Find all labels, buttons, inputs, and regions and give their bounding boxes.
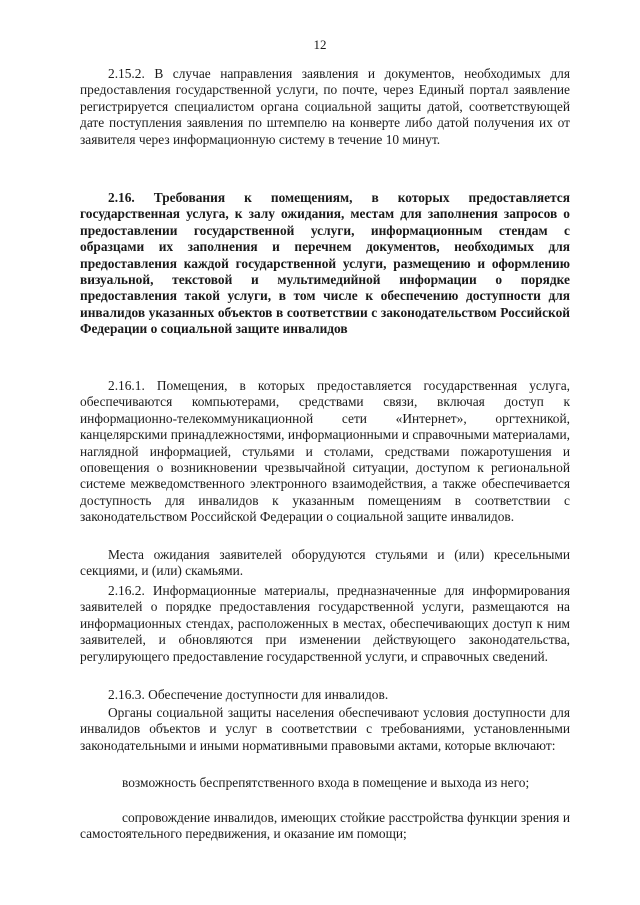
paragraph-2-16-2: 2.16.2. Информационные материалы, предназначенные для информирования заявителей о порядке предоставления государственной услуги, размещаются на информационных стендах, расположенных в местах, обеспечивающих доступ к ним заявителей, и обновляются при изменении действующего законодательства, регулирующего предоставление государственной услуги, и справочных сведений. [80, 583, 570, 664]
section-2-16-1 [80, 378, 570, 526]
page-number: 12 [313, 37, 327, 52]
paragraph-organs: Органы социальной защиты населения обеспечивают условия доступности для инвалидов объектов и услуг в соответствии с требованиями, установленными законодательными и иными нормативными правовыми актами, которые включают: [80, 705, 570, 753]
section-2-16-heading [80, 190, 570, 338]
section-2-16-2 [80, 583, 570, 665]
section-escort [80, 810, 570, 843]
paragraph-access: возможность беспрепятственного входа в помещение и выхода из него; [122, 775, 530, 790]
section-waiting-places [80, 547, 570, 580]
section-2-15-2 [80, 66, 570, 148]
paragraph-waiting-places: Места ожидания заявителей оборудуются стульями и (или) кресельными секциями, и (или) скамьями. [80, 547, 570, 579]
section-2-16-3 [80, 687, 570, 703]
paragraph-2-16-1: 2.16.1. Помещения, в которых предоставляется государственная услуга, обеспечиваются компьютерами, средствами связи, включая доступ к информационно-телекоммуникационной сети «Интернет», оргтехникой, канцелярскими принадлежностями, информационными и справочными материалами, наглядной информацией, стульями и столами, средствами пожаротушения и оповещения о возникновении чрезвычайной ситуации, доступом к региональной системе межведомственного электронного взаимодействия, а также обеспечивается доступность для инвалидов к указанным помещениям в соответствии с законодательством Российской Федерации о социальной защите инвалидов. [80, 378, 570, 525]
paragraph-2-16-3: 2.16.3. Обеспечение доступности для инвалидов. [108, 687, 389, 702]
paragraph-escort: сопровождение инвалидов, имеющих стойкие расстройства функции зрения и самостоятельного передвижения, и оказание им помощи; [80, 810, 570, 842]
section-organs [80, 705, 570, 754]
heading-2-16: 2.16. Требования к помещениям, в которых предоставляется государственная услуга, к залу ожидания, местам для заполнения запросов о предоставлении государственной услуги, информационным стендам с образцами их заполнения и перечнем документов, необходимых для предоставления каждой государственной услуги, размещению и оформлению визуальной, текстовой и мультимедийной информации о порядке предоставления такой услуги, в том числе к обеспечению доступности для инвалидов указанных объектов в соответствии с законодательством Российской Федерации о социальной защите инвалидов [80, 190, 570, 337]
section-access [80, 775, 570, 791]
paragraph-2-15-2: 2.15.2. В случае направления заявления и документов, необходимых для предоставления государственной услуги, по почте, через Единый портал заявление регистрируется специалистом органа социальной защиты датой, соответствующей дате поступления заявления по штемпелю на конверте либо датой получения их от заявителя через информационную систему в течение 10 минут. [80, 66, 570, 147]
